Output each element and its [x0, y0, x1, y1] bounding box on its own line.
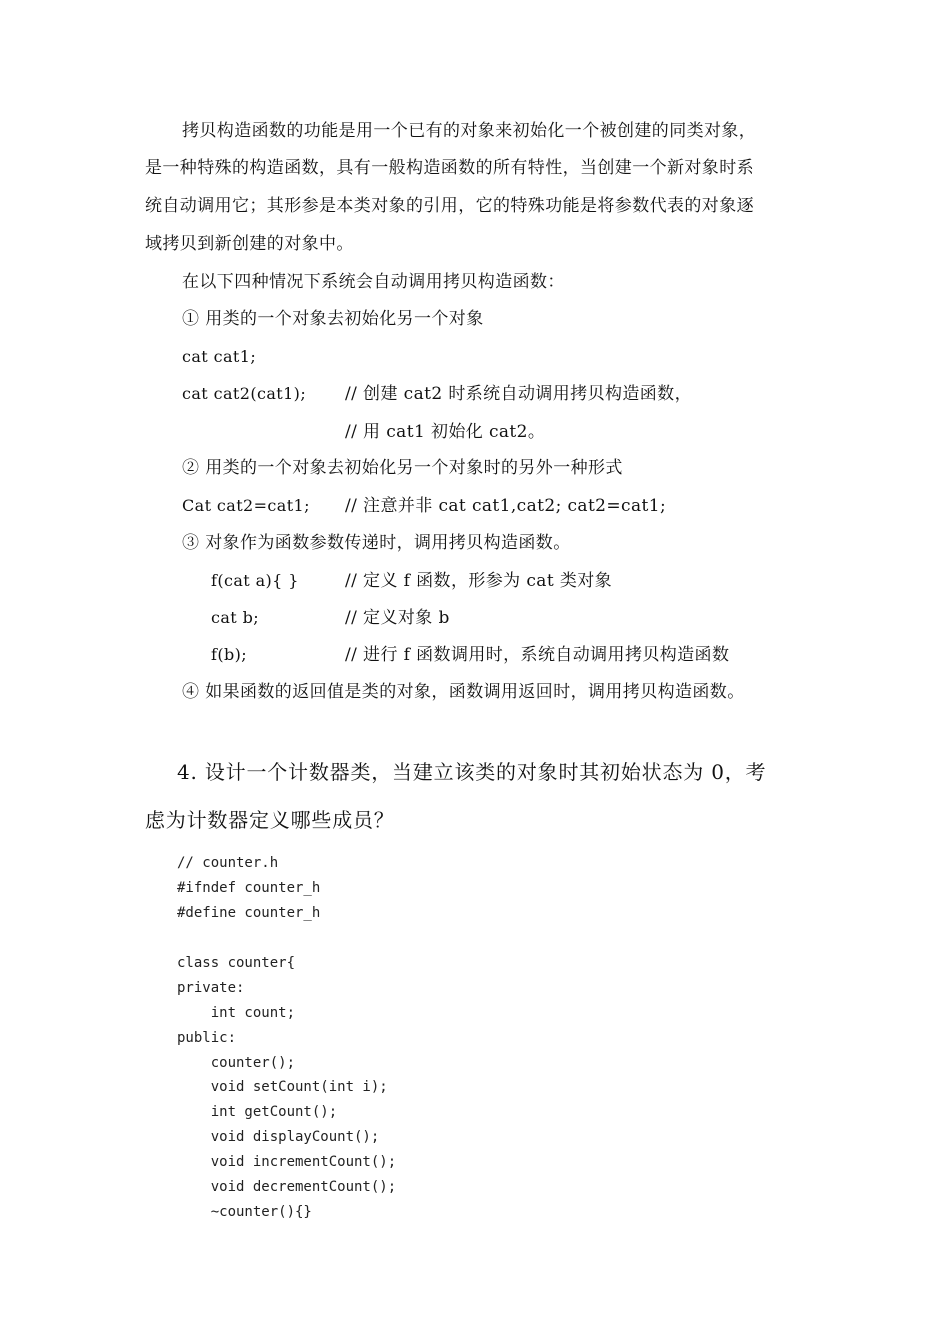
question4-line-1: 4. 设计一个计数器类，当建立该类的对象时其初始状态为 0，考 [177, 760, 767, 784]
code-line: void setCount(int i); [177, 1079, 388, 1095]
case1-code-line-1: cat cat1; [182, 347, 257, 366]
case3-code-2: cat b; [211, 608, 260, 627]
case3-comment-3: // 进行 f 函数调用时，系统自动调用拷贝构造函数 [345, 645, 730, 665]
case3-code-1: f(cat a){ } [211, 571, 299, 590]
case2-code: Cat cat2=cat1; [182, 496, 310, 515]
case3-comment-1: // 定义 f 函数，形参为 cat 类对象 [345, 571, 613, 591]
code-line: void incrementCount(); [177, 1154, 397, 1170]
code-line: int getCount(); [177, 1104, 338, 1120]
case1-title: ① 用类的一个对象去初始化另一个对象 [182, 309, 484, 329]
code-line: void displayCount(); [177, 1129, 380, 1145]
case2-title: ② 用类的一个对象去初始化另一个对象时的另外一种形式 [182, 458, 623, 478]
case3-title: ③ 对象作为函数参数传递时，调用拷贝构造函数。 [182, 533, 571, 553]
code-line: void decrementCount(); [177, 1179, 397, 1195]
code-line: #define counter_h [177, 905, 321, 921]
code-line: #ifndef counter_h [177, 880, 321, 896]
intro-line-2: 是一种特殊的构造函数，具有一般构造函数的所有特性，当创建一个新对象时系 [145, 158, 754, 178]
code-line: class counter{ [177, 955, 296, 971]
case1-code-line-2: cat cat2(cat1); [182, 384, 307, 403]
intro-line-4: 域拷贝到新创建的对象中。 [145, 234, 354, 254]
case1-comment-2: // 用 cat1 初始化 cat2。 [345, 422, 546, 442]
code-line: ~counter(){} [177, 1204, 312, 1220]
case3-code-3: f(b); [211, 645, 248, 664]
code-line: public: [177, 1030, 237, 1046]
code-line: private: [177, 980, 245, 996]
code-line: // counter.h [177, 855, 279, 871]
code-line: counter(); [177, 1055, 296, 1071]
code-line: int count; [177, 1005, 296, 1021]
intro-line-3: 统自动调用它；其形参是本类对象的引用，它的特殊功能是将参数代表的对象逐 [145, 196, 754, 216]
question4-line-2: 虑为计数器定义哪些成员？ [145, 808, 395, 832]
case4-title: ④ 如果函数的返回值是类的对象，函数调用返回时，调用拷贝构造函数。 [182, 682, 745, 702]
cases-intro: 在以下四种情况下系统会自动调用拷贝构造函数： [182, 272, 565, 292]
case2-comment: // 注意并非 cat cat1,cat2; cat2=cat1; [345, 496, 667, 516]
case3-comment-2: // 定义对象 b [345, 608, 450, 628]
intro-line-1: 拷贝构造函数的功能是用一个已有的对象来初始化一个被创建的同类对象， [182, 121, 757, 141]
case1-comment-1: // 创建 cat2 时系统自动调用拷贝构造函数， [345, 384, 692, 404]
